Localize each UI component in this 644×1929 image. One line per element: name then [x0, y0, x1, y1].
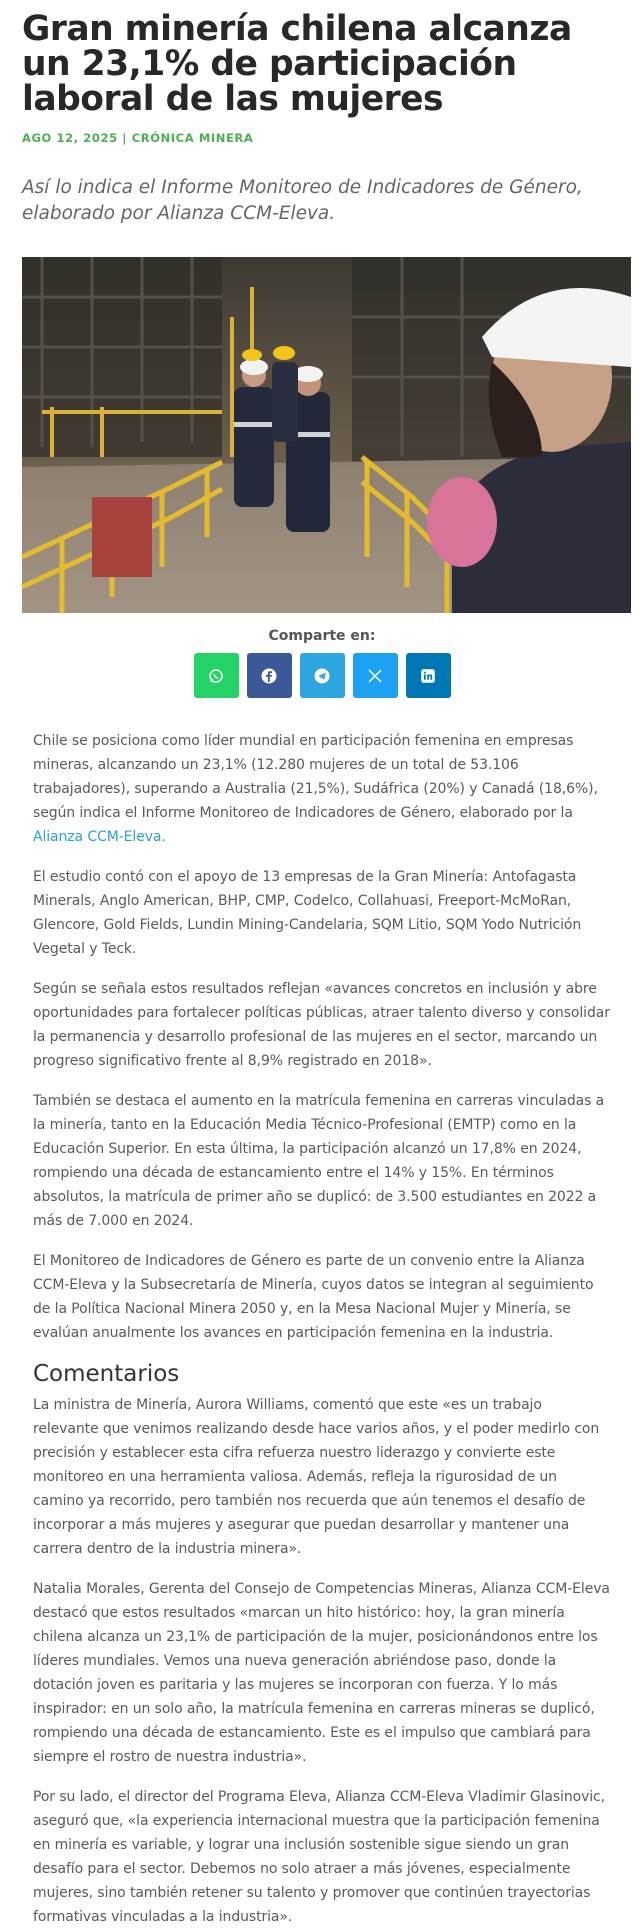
linkedin-icon: [419, 667, 437, 685]
alianza-link[interactable]: Alianza CCM-Eleva.: [33, 829, 166, 845]
hero-image: [22, 257, 631, 613]
paragraph-1: [33, 729, 611, 849]
share-telegram-button[interactable]: [300, 653, 345, 698]
share-whatsapp-button[interactable]: [194, 653, 239, 698]
article-title: Gran minería chilena alcanza un 23,1% de participación laboral de las mujeres: [22, 9, 572, 119]
article-meta[interactable]: AGO 12, 2025 | CRÓNICA MINERA: [22, 131, 254, 145]
facebook-icon: [260, 667, 278, 685]
comment-paragraph-3: Por su lado, el director del Programa Eleva, Alianza CCM-Eleva Vladimir Glasinovic, aseguró que, «la experiencia internacional muestra que la participación femenina en minería es variable, y lograr una inclusión sostenible sigue siendo un gran desafío para el sector. Debemos no solo atraer a más jóvenes, especialmente mujeres, sino también retener su talento y promover que continúen trayectorias formativas vinculadas a la industria».: [33, 1789, 606, 1925]
share-facebook-button[interactable]: [247, 653, 292, 698]
article-body: [22, 729, 622, 1929]
share-x-button[interactable]: [353, 653, 398, 698]
whatsapp-icon: [207, 667, 225, 685]
paragraph-3: Según se señala estos resultados reflejan «avances concretos en inclusión y abre oportunidades para fortalecer políticas públicas, atraer talento diverso y consolidar la permanencia y desarrollo profesional de las mujeres en el sector, marcando un progreso significativo frente al 8,9% registrado en 2018».: [33, 981, 610, 1069]
share-linkedin-button[interactable]: [406, 653, 451, 698]
telegram-icon: [313, 667, 331, 685]
paragraph-1-text: Chile se posiciona como líder mundial en participación femenina en empresas mineras, alcanzando un 23,1% (12.280 mujeres de un total de 53.106 trabajadores), superando a Australia (21,5%), Sudáfrica (20%) y Canadá (18,6%), según indica el Informe Monitoreo de Indicadores de Género, elaborado por la: [33, 733, 598, 821]
share-label: Comparte en:: [268, 628, 376, 644]
comment-paragraph-2: Natalia Morales, Gerenta del Consejo de Competencias Mineras, Alianza CCM-Eleva destacó que estos resultados «marcan un hito histórico: hoy, la gran minería chilena alcanza un 23,1% de participación de la mujer, posicionándonos entre los líderes mundiales. Vemos una nueva generación abriéndose paso, donde la dotación joven es paritaria y las mujeres se incorporan con fuerza. Y lo más inspirador: en un solo año, la matrícula femenina en carreras mineras se duplicó, rompiendo una década de estancamiento. Este es el impulso que cambiará para siempre el rostro de nuestra industria».: [33, 1581, 610, 1765]
comments-heading: Comentarios: [33, 1361, 180, 1387]
share-buttons: [22, 653, 622, 698]
paragraph-2: El estudio contó con el apoyo de 13 empresas de la Gran Minería: Antofagasta Minerals, Anglo American, BHP, CMP, Codelco, Collahuasi, Freeport-McMoRan, Glencore, Gold Fields, Lundin Mining-Candelaria, SQM Litio, SQM Yodo Nutrición Vegetal y Teck.: [33, 869, 582, 957]
comment-paragraph-1: La ministra de Minería, Aurora Williams, comentó que este «es un trabajo relevante que venimos realizando desde hace varios años, y el poder medirlo con precisión y establecer esta cifra refuerza nuestro liderazgo y convierte este monitoreo en una herramienta valiosa. Además, refleja la rigurosidad de un camino ya recorrido, pero también nos recuerda que aún tenemos el desafío de incorporar a más mujeres y asegurar que puedan desarrollar y mantener una carrera dentro de la industria minera».: [33, 1397, 600, 1557]
paragraph-4: También se destaca el aumento en la matrícula femenina en carreras vinculadas a la minería, tanto en la Educación Media Técnico-Profesional (EMTP) como en la Educación Superior. En esta última, la participación alcanzó un 17,8% en 2024, rompiendo una década de estancamiento entre el 14% y 15%. En términos absolutos, la matrícula de primer año se duplicó: de 3.500 estudiantes en 2022 a más de 7.000 en 2024.: [33, 1093, 605, 1229]
paragraph-5: El Monitoreo de Indicadores de Género es parte de un convenio entre la Alianza CCM-Eleva y la Subsecretaría de Minería, cuyos datos se integran al seguimiento de la Política Nacional Minera 2050 y, en la Mesa Nacional Mujer y Minería, se evalúan anualmente los avances en participación femenina en la industria.: [33, 1253, 594, 1341]
article-subtitle: Así lo indica el Informe Monitoreo de Indicadores de Género, elaborado por Alianza CCM-Eleva.: [22, 177, 583, 224]
share-section: [22, 628, 622, 698]
x-icon: [366, 667, 384, 685]
